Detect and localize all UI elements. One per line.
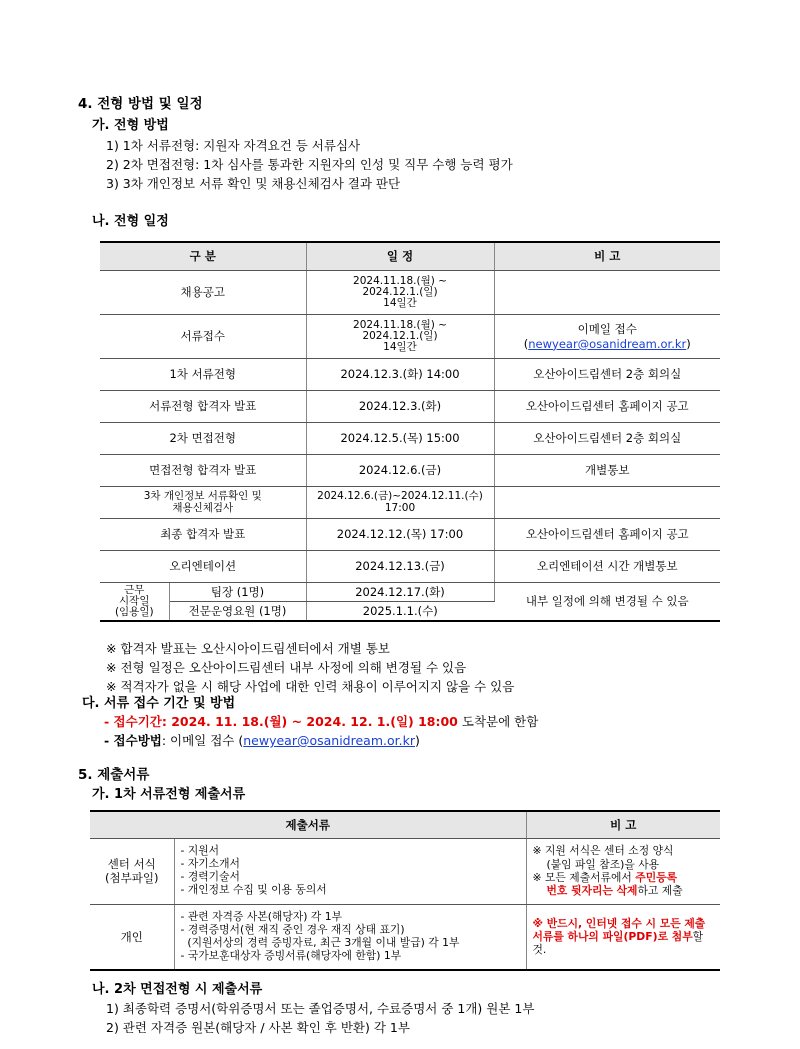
schedule-date: 2024.12.12.(목) 17:00 — [306, 519, 494, 551]
schedule-item: 서류전형 합격자 발표 — [100, 391, 306, 423]
documents-header-note: 비 고 — [526, 811, 720, 838]
schedule-note: 오산아이드림센터 홈페이지 공고 — [494, 391, 720, 423]
period-label: - 접수기간: — [104, 714, 172, 729]
section5a-title: 가. 1차 서류전형 제출서류 — [92, 787, 246, 802]
email-link[interactable]: newyear@osanidream.or.kr — [528, 336, 687, 351]
schedule-item: 면접전형 합격자 발표 — [100, 455, 306, 487]
schedule-note: 오산아이드림센터 홈페이지 공고 — [494, 519, 720, 551]
schedule-item: 1차 서류전형 — [100, 359, 306, 391]
documents-row — [90, 838, 720, 904]
schedule-note: 오리엔테이션 시간 개별통보 — [494, 551, 720, 583]
notice-1: ※ 합격자 발표는 오산시아이드림센터에서 개별 통보 — [106, 641, 390, 656]
schedule-row — [100, 455, 720, 487]
documents-header-docs: 제출서류 — [90, 811, 526, 838]
schedule-header-date: 일 정 — [306, 242, 494, 271]
schedule-item: 2차 면접전형 — [100, 423, 306, 455]
documents-note — [526, 904, 720, 970]
schedule-row — [100, 271, 720, 315]
documents-item: - 경력증명서(현 재직 중인 경우 재직 상태 표기) — [180, 922, 405, 936]
schedule-item: 최종 합격자 발표 — [100, 519, 306, 551]
schedule-date: 2024.12.13.(금) — [306, 551, 494, 583]
documents-item: - 자기소개서 — [180, 857, 240, 871]
documents-list — [174, 838, 526, 904]
schedule-row — [100, 359, 720, 391]
email-note-label: 이메일 접수 — [577, 322, 637, 337]
notice-2: ※ 전형 일정은 오산아이드림센터 내부 사정에 의해 변경될 수 있음 — [106, 660, 467, 675]
method-close: ) — [414, 733, 420, 748]
method-1: 1) 1차 서류전형: 지원자 자격요건 등 서류심사 — [106, 138, 361, 153]
schedule-date: 2024.12.6.(금)~2024.12.11.(수) 17:00 — [306, 487, 494, 519]
method-3: 3) 3차 개인정보 서류 확인 및 채용신체검사 결과 판단 — [106, 176, 401, 191]
schedule-row — [100, 487, 720, 519]
schedule-date: 2024.12.3.(화) — [306, 391, 494, 423]
schedule-item: 서류접수 — [100, 315, 306, 359]
documents-item: - 개인정보 수집 및 이용 동의서 — [180, 882, 327, 896]
note1-b: (붙임 파일 참조)을 사용 — [546, 857, 660, 871]
documents-category: 센터 서식 (첨부파일) — [90, 838, 174, 904]
note1-d: 하고 제출 — [637, 884, 683, 898]
work-start-role: 팀장 (1명) — [169, 583, 306, 602]
note1-red2: 번호 뒷자리는 삭제 — [546, 884, 638, 898]
schedule-note — [494, 271, 720, 315]
section5-title: 5. 제출서류 — [78, 767, 150, 783]
schedule-note: 오산아이드림센터 2층 회의실 — [494, 359, 720, 391]
work-start-row — [100, 583, 720, 602]
notice-3: ※ 적격자가 없을 시 해당 사업에 대한 인력 채용이 이루어지지 않을 수 있음 — [106, 679, 515, 694]
documents-item: (지원서상의 경력 증빙자료, 최근 3개월 이내 발급) 각 1부 — [180, 935, 460, 949]
interview-doc-1: 1) 최종학력 증명서(학위증명서 또는 졸업증명서, 수료증명서 중 1개) 원본 1부 — [106, 1001, 535, 1016]
documents-item: - 관련 자격증 사본(해당자) 각 1부 — [180, 909, 343, 923]
schedule-date: 2024.12.5.(목) 15:00 — [306, 423, 494, 455]
work-start-role: 전문운영요원 (1명) — [169, 602, 306, 621]
schedule-table — [100, 241, 720, 622]
work-start-date: 2024.12.17.(화) — [306, 583, 494, 602]
note2-red: ※ 반드시, 인터넷 접수 시 모든 제출서류를 하나의 파일(PDF)로 첨부 — [532, 916, 706, 943]
method-2: 2) 2차 면접전형: 1차 심사를 통과한 지원자의 인성 및 직무 수행 능력 평가 — [106, 157, 513, 172]
section4a-title: 가. 전형 방법 — [92, 118, 169, 133]
schedule-item: 3차 개인정보 서류확인 및 채용신체검사 — [100, 487, 306, 519]
work-start-date: 2025.1.1.(수) — [306, 602, 494, 621]
interview-doc-2: 2) 관련 자격증 원본(해당자 / 사본 확인 후 반환) 각 1부 — [106, 1020, 410, 1035]
period-suffix: 도착분에 한함 — [457, 714, 539, 729]
schedule-note: 오산아이드림센터 2층 회의실 — [494, 423, 720, 455]
schedule-item: 채용공고 — [100, 271, 306, 315]
schedule-row — [100, 315, 720, 359]
method-email-link[interactable]: newyear@osanidream.or.kr — [243, 733, 415, 748]
method-label: - 접수방법 — [104, 733, 162, 748]
section4c-title: 다. 서류 접수 기간 및 방법 — [82, 696, 236, 711]
schedule-row — [100, 519, 720, 551]
documents-table — [90, 810, 720, 971]
work-start-label: 근무 시작일 (임용일) — [100, 583, 169, 621]
note2-tail: 할 것. — [532, 930, 704, 957]
schedule-note-email: 이메일 접수 (newyear@osanidream.or.kr) — [494, 315, 720, 359]
schedule-row — [100, 423, 720, 455]
note1-c: ※ 모든 제출서류에서 — [532, 871, 636, 884]
work-start-note: 내부 일정에 의해 변경될 수 있음 — [494, 583, 720, 621]
note1-red1: 주민등록 — [635, 871, 677, 884]
documents-header-row — [90, 811, 720, 838]
documents-item: - 국가보훈대상자 증빙서류(해당자에 한함) 1부 — [180, 948, 402, 962]
section4b-title: 나. 전형 일정 — [92, 214, 169, 229]
documents-category: 개인 — [90, 904, 174, 970]
schedule-date: 2024.11.18.(월) ~ 2024.12.1.(일) 14일간 — [306, 315, 494, 359]
method-value: : 이메일 접수 ( — [161, 733, 244, 748]
schedule-header-note: 비 고 — [494, 242, 720, 271]
documents-note — [526, 838, 720, 904]
schedule-date: 2024.11.18.(월) ~ 2024.12.1.(일) 14일간 — [306, 271, 494, 315]
documents-row — [90, 904, 720, 970]
schedule-note: 개별통보 — [494, 455, 720, 487]
documents-item: - 지원서 — [180, 844, 220, 858]
schedule-note — [494, 487, 720, 519]
schedule-date: 2024.12.6.(금) — [306, 455, 494, 487]
documents-item: - 경력기술서 — [180, 870, 240, 883]
schedule-row — [100, 551, 720, 583]
submission-period — [104, 714, 538, 730]
schedule-header-row — [100, 242, 720, 271]
submission-method — [104, 733, 420, 749]
schedule-row — [100, 391, 720, 423]
period-value: 2024. 11. 18.(월) ~ 2024. 12. 1.(일) 18:00 — [171, 714, 458, 729]
schedule-date: 2024.12.3.(화) 14:00 — [306, 359, 494, 391]
section5b-title: 나. 2차 면접전형 시 제출서류 — [92, 982, 263, 997]
schedule-header-item: 구 분 — [100, 242, 306, 271]
section4-title: 4. 전형 방법 및 일정 — [78, 96, 203, 112]
documents-list — [174, 904, 526, 970]
schedule-item: 오리엔테이션 — [100, 551, 306, 583]
note1-a: ※ 지원 서식은 센터 소정 양식 — [532, 844, 674, 858]
